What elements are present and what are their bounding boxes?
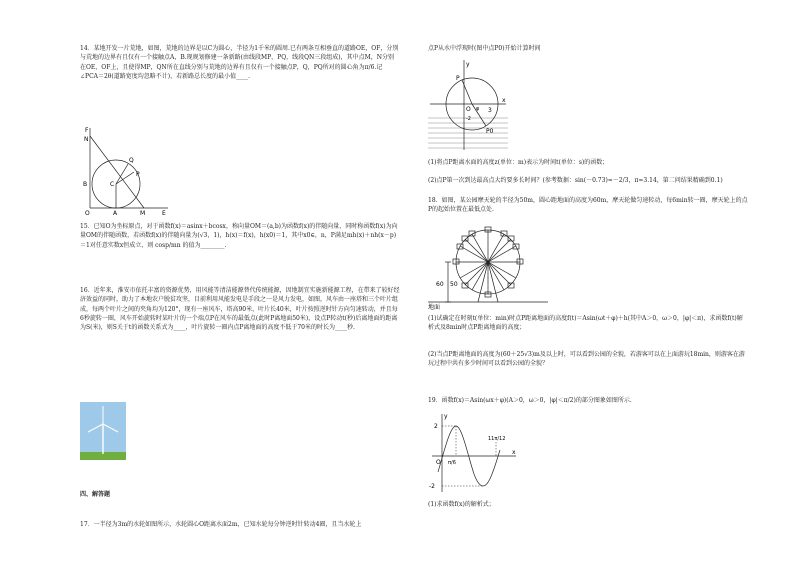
fig19-label-y: y bbox=[444, 413, 448, 420]
question-18: 18．如图，某公园摩天轮的半径为50m，圆心距地面的高度为60m，摩天轮做匀速转动，每6min转一圈，摩天轮上的点P的起始位置在最低点处. bbox=[428, 197, 748, 214]
fig19-label-pi6: π/6 bbox=[448, 460, 456, 466]
fig17-label-P: P bbox=[456, 75, 460, 82]
fig19-label-2: 2 bbox=[434, 423, 438, 430]
fig14-label-F: F bbox=[85, 127, 89, 134]
fig14-label-B: B bbox=[83, 181, 88, 188]
question-17: 17．一半径为3m的水轮如图所示，水轮圆心O距离水面2m，已知水轮每分钟逆时针转动4圈，且当水轮上 bbox=[80, 521, 362, 528]
fig17-label-P0: P0 bbox=[486, 128, 494, 135]
fig17-label-x: x bbox=[502, 97, 506, 104]
question-17-part-1: (1)将点P距离水面的高度z(单位：m)表示为时间t(单位：s)的函数； bbox=[428, 159, 609, 166]
figure-19-sine-graph bbox=[428, 412, 518, 494]
fig14-label-E: E bbox=[162, 210, 166, 216]
fig14-label-O: O bbox=[85, 210, 90, 216]
fig14-label-C: C bbox=[110, 181, 115, 188]
fig14-label-N: N bbox=[84, 136, 89, 143]
fig18-label-ground: 地面 bbox=[428, 304, 441, 310]
question-18-part-1: (1)试确定在时刻t(单位：min)时点P距离地面的高度f(t)＝Asin(ωt＋φ)＋h(其中A＞0，ω＞0，|φ|＜π)，求函数f(t)解析式及8min时点P距离地面的高度； bbox=[428, 315, 743, 332]
fig19-label-11pi12: 11π/12 bbox=[488, 436, 506, 442]
fig14-label-P: P bbox=[136, 171, 140, 178]
figure-17-water-wheel bbox=[428, 58, 508, 154]
fig17-label-phi: φ bbox=[476, 106, 480, 112]
figure-14 bbox=[82, 124, 172, 216]
wind-turbine-photo bbox=[80, 402, 126, 460]
question-16: 16．近年来，淮安市依托丰富的资源优势，用风能等清洁能源替代传统能源，因地制宜实施新能源工程，在带来了较好经济效益的同时，助力了本地农户脱贫攻坚，目前利用风能发电是手段之一是风力发电，如图，风车由一座塔和三个叶片组成，每两个叶片之间的夹角均为120°，现有一座风车，塔高90米，叶片长40米，叶片按照逆时针方向匀速转动，并且每6秒旋转一圈，风车开始旋转时某叶片的一个端点P在风车的最低点(此时P离地面50米)，设点P转动t(秒)后离地面的距离为S(米)，则S关于t的函数关系式为____，叶片旋转一圈内点P离地面的高度不低于70米的时长为____秒. bbox=[80, 287, 400, 332]
fig17-label-neg2: -2 bbox=[466, 116, 471, 122]
fig17-label-O: O bbox=[466, 106, 471, 113]
fig19-label-O: O bbox=[436, 459, 441, 466]
question-17-continued: 点P从水中浮现时(图中点P0)开始计算时间 bbox=[428, 45, 541, 52]
fig17-label-3: 3 bbox=[488, 107, 492, 114]
fig19-label-neg2: -2 bbox=[429, 483, 435, 490]
fig17-label-y: y bbox=[466, 61, 470, 68]
question-19-part-1: (1)求函数f(x)的解析式； bbox=[428, 501, 495, 508]
fig14-label-M: M bbox=[140, 210, 146, 216]
section-heading: 四、解答题 bbox=[80, 491, 111, 498]
question-14: 14．某地开发一片荒地，如图，荒地的边界是以C为圆心，半径为1千米的圆周.已有两条互相垂直的道路OE，OF，分别与荒地的边界有且仅有一个接触点A，B.现规划修建一条新路(由线段MP，PQ，线段QN三段组成)，其中点M，N分别在OE，OF上，且使得MP，QN所在直线分别与荒地的边界有且仅有一个接触点P，Q，PQ所对的圆心角为π/6.记∠PCA＝2θ(道路宽度均忽略不计)，若新路总长度的最小值____. bbox=[80, 45, 399, 80]
question-18-part-2: (2)当点P距离地面的高度为(60＋25√3)m及以上时，可以看到公园的全貌，若游客可以在上面游玩18min，则游客在游玩过程中共有多少时间可以看到公园的全貌？ bbox=[428, 351, 745, 368]
figure-18-ferris-wheel bbox=[428, 226, 548, 310]
question-17-part-2: (2)点P第一次到达最高点大约要多长时间？(参考数据：sin(－0.73)≈－2/3，π≈3.14，第二问结果精确到0.1) bbox=[428, 177, 723, 184]
fig18-label-60: 60 bbox=[436, 281, 444, 288]
fig14-label-Q: Q bbox=[129, 157, 134, 164]
fig14-label-A: A bbox=[113, 210, 118, 216]
question-19: 19．函数f(x)＝Asin(ωx＋φ)(A＞0，ω＞0，|φ|＜π/2)的部分图象如图所示. bbox=[428, 397, 632, 404]
fig19-label-x: x bbox=[512, 449, 516, 456]
question-15: 15．已知O为坐标原点，对于函数f(x)＝asinx＋bcosx，称向量OM＝(a,b)为函数f(x)的伴随向量，同时称函数f(x)为向量OM的伴随函数，若函数f(x)的伴随向量为(√3，1)，h(x)＝f(x)，h(x0)＝1，其中x0∈，n，P满足mh(x)＋nh(x－p)＝1对任意实数x恒成立，则 cosp/mn 的值为________. bbox=[80, 223, 398, 249]
fig18-label-50: 50 bbox=[450, 281, 458, 288]
